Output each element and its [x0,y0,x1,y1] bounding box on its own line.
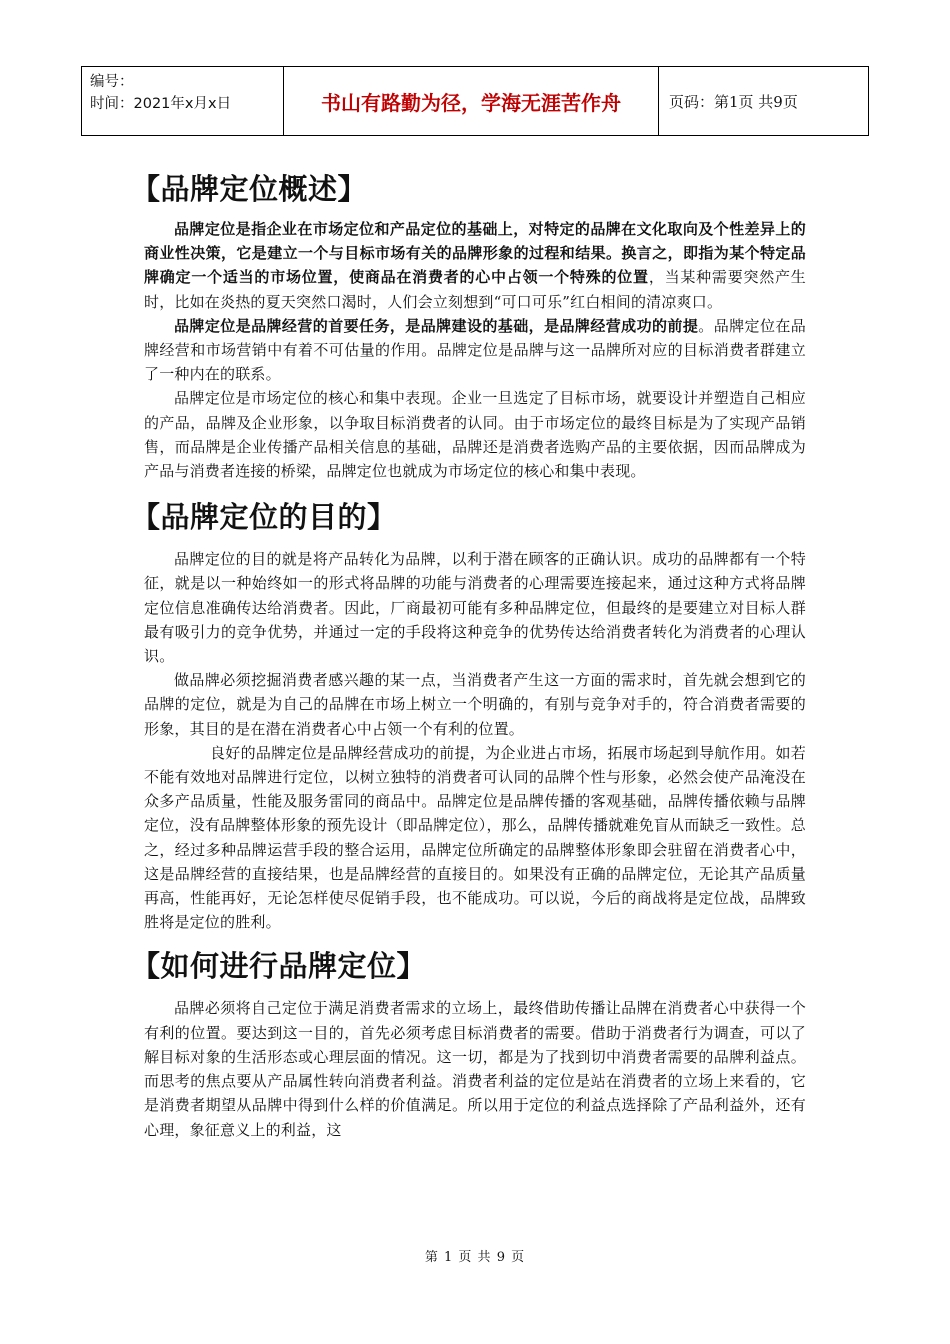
section-title-overview: 【品牌定位概述】 [131,172,368,206]
bold-text: 品牌定位是品牌经营的首要任务，是品牌建设的基础，是品牌经营成功的前提 [174,316,699,335]
page-footer: 第 1 页 共 9 页 [424,1250,526,1265]
document-body [131,163,806,1142]
paragraph [144,217,806,314]
header-table [81,66,869,136]
section-title-how-to: 【如何进行品牌定位】 [131,949,427,984]
paragraph-text: ，当某种需要突然产生时，比如在炎热的夏天突然口渴时，人们会立刻想到“可口可乐”红白相间的清凉爽口。 [144,268,806,311]
document-number-label: 编号： [90,74,134,90]
paragraph-text: 品牌定位的目的就是将产品转化为品牌，以利于潜在顾客的正确认识。成功的品牌都有一个特征，就是以一种始终如一的形式将品牌的功能与消费者的心理需要连接起来，通过这种方式将品牌定位信息准确传达给消费者。因此，厂商最初可能有多种品牌定位，但最终的是要建立对目标人群最有吸引力的竞争优势，并通过一定的手段将这种竞争的优势传达给消费者转化为消费者的心理认识。 [144,550,806,666]
paragraph [144,741,806,935]
header-motto: 书山有路勤为径，学海无涯苦作舟 [284,67,659,135]
header-meta-cell [82,67,284,135]
paragraph-text: 良好的品牌定位是品牌经营成功的前提，为企业进占市场，拓展市场起到导航作用。如若不能有效地对品牌进行定位，以树立独特的消费者可认同的品牌个性与形象，必然会使产品淹没在众多产品质量，性能及服务雷同的商品中。品牌定位是品牌传播的客观基础，品牌传播依赖与品牌定位，没有品牌整体形象的预先设计（即品牌定位），那么，品牌传播就难免盲从而缺乏一致性。总之，经过多种品牌运营手段的整合运用，品牌定位所确定的品牌整体形象即会驻留在消费者心中，这是品牌经营的直接结果，也是品牌经营的直接目的。如果没有正确的品牌定位，无论其产品质量再高，性能再好，无论怎样使尽促销手段，也不能成功。可以说，今后的商战将是定位战，品牌致胜将是定位的胜利。 [144,743,806,932]
document-time-label: 时间：2021年x月x日 [90,96,232,112]
paragraph [144,996,806,1141]
paragraph-text: 。品牌定位在品牌经营和市场营销中有着不可估量的作用。品牌定位是品牌与这一品牌所对应的目标消费者群建立了一种内在的联系。 [144,316,806,384]
section-title-purpose: 【品牌定位的目的】 [131,500,397,535]
paragraph-text: 做品牌必须挖掘消费者感兴趣的某一点，当消费者产生这一方面的需求时，首先就会想到它的品牌的定位，就是为自己的品牌在市场上树立一个明确的，有别与竞争对手的，符合消费者需要的形象，其目的是在潜在消费者心中占领一个有利的位置。 [144,671,806,738]
paragraph [144,547,806,668]
paragraph [144,386,806,483]
header-page-info: 页码：第1页 共9页 [669,92,798,111]
paragraph-text: 品牌定位是市场定位的核心和集中表现。企业一旦选定了目标市场，就要设计并塑造自己相应的产品，品牌及企业形象，以争取目标消费者的认同。由于市场定位的最终目标是为了实现产品销售，而品牌是企业传播产品相关信息的基础，品牌还是消费者选购产品的主要依据，因而品牌成为产品与消费者连接的桥梁，品牌定位也就成为市场定位的核心和集中表现。 [144,389,806,481]
paragraph [144,668,806,741]
paragraph-text: 品牌必须将自己定位于满足消费者需求的立场上，最终借助传播让品牌在消费者心中获得一个有利的位置。要达到这一目的，首先必须考虑目标消费者的需要。借助于消费者行为调查，可以了解目标对象的生活形态或心理层面的情况。这一切，都是为了找到切中消费者需要的品牌利益点。而思考的焦点要从产品属性转向消费者利益。消费者利益的定位是站在消费者的立场上来看的，它是消费者期望从品牌中得到什么样的价值满足。所以用于定位的利益点选择除了产品利益外，还有心理，象征意义上的利益，这 [144,999,806,1139]
bold-text: 品牌定位是指企业在市场定位和产品定位的基础上，对特定的品牌在文化取向及个性差异上的商业性决策，它是建立一个与目标市场有关的品牌形象的过程和结果。换言之，即指为某个特定品牌确定一个适当的市场位置，使商品在消费者的心中占领一个特殊的位置 [144,220,806,287]
paragraph [144,314,806,387]
